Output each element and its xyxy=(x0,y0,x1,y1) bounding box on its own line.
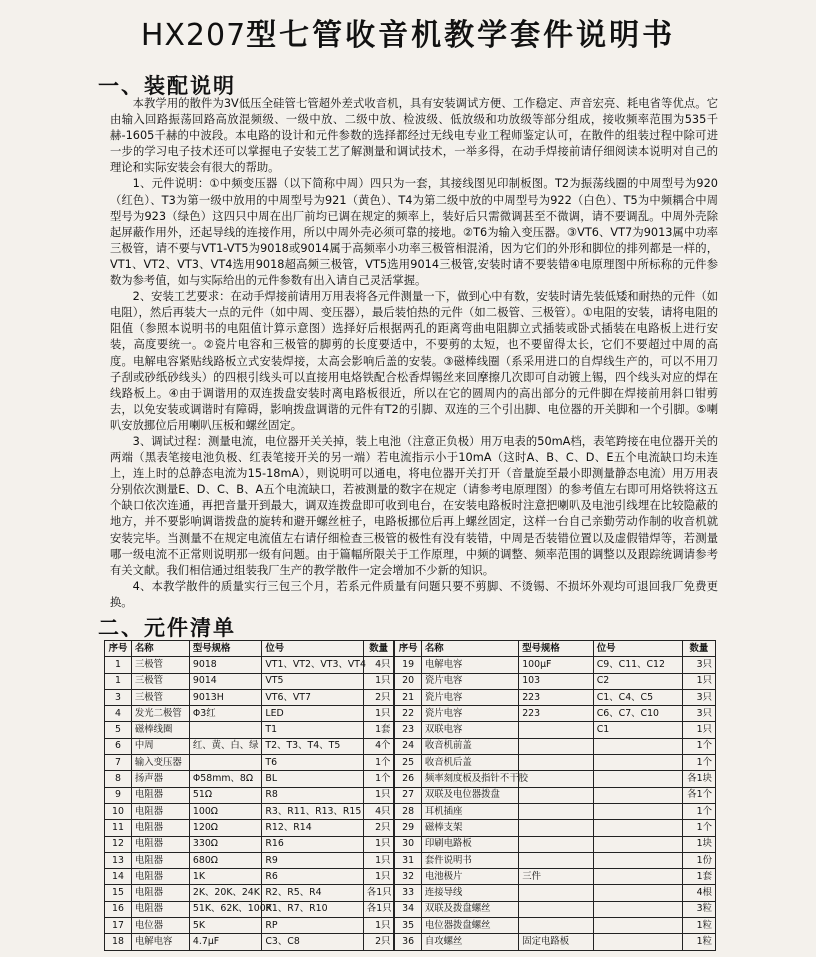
table-cell: 51K、62K、100K xyxy=(189,901,261,917)
table-cell: 51Ω xyxy=(189,787,261,803)
table-cell xyxy=(593,803,682,819)
table-cell: 4只 xyxy=(363,657,394,673)
table-cell xyxy=(519,918,594,934)
table-cell: 中周 xyxy=(131,738,189,754)
table-cell: R6 xyxy=(262,869,363,885)
header-cell: 位号 xyxy=(593,641,682,657)
table-cell: 各1块 xyxy=(682,771,715,787)
table-cell: 17 xyxy=(105,918,132,934)
table-cell: 电阻器 xyxy=(131,885,189,901)
table-cell: 收音机后盖 xyxy=(421,755,518,771)
header-cell: 名称 xyxy=(131,641,189,657)
table-cell: LED xyxy=(262,706,363,722)
table-cell: R16 xyxy=(262,836,363,852)
table-cell: 电阻器 xyxy=(131,787,189,803)
paragraph-warranty: 4、本教学散件的质量实行三包三个月，若系元件质量有问题只要不剪脚、不烫锡、不损坏外观均可退回我厂免费更换。 xyxy=(110,579,718,609)
table-cell: 红、黄、白、绿 xyxy=(189,738,261,754)
table-row xyxy=(105,885,716,901)
table-cell xyxy=(593,820,682,836)
table-cell: 收音机前盖 xyxy=(421,738,518,754)
table-cell: 1只 xyxy=(363,787,394,803)
table-cell xyxy=(519,771,594,787)
header-cell: 型号规格 xyxy=(189,641,261,657)
table-cell: 4个 xyxy=(363,738,394,754)
table-cell: 1只 xyxy=(682,722,715,738)
table-cell: 1个 xyxy=(682,738,715,754)
table-cell: 4只 xyxy=(363,803,394,819)
table-row xyxy=(105,706,716,722)
table-cell xyxy=(593,738,682,754)
table-row xyxy=(105,852,716,868)
table-row xyxy=(105,918,716,934)
table-cell: 21 xyxy=(394,689,421,705)
table-cell: 电解电容 xyxy=(421,657,518,673)
table-cell: 3只 xyxy=(682,657,715,673)
table-cell: 10 xyxy=(105,803,132,819)
table-cell: 8 xyxy=(105,771,132,787)
table-cell: 各1个 xyxy=(682,787,715,803)
table-cell: 5K xyxy=(189,918,261,934)
table-cell: 6 xyxy=(105,738,132,754)
table-cell: 电阻器 xyxy=(131,901,189,917)
table-cell: 三极管 xyxy=(131,673,189,689)
table-cell: 12 xyxy=(105,836,132,852)
header-cell: 位号 xyxy=(262,641,363,657)
table-cell: 2K、20K、24K xyxy=(189,885,261,901)
table-cell: 4根 xyxy=(682,885,715,901)
header-cell: 型号规格 xyxy=(519,641,594,657)
table-cell xyxy=(519,787,594,803)
table-cell: 1只 xyxy=(363,869,394,885)
table-cell: 22 xyxy=(394,706,421,722)
table-cell: 双联及电位器拨盘 xyxy=(421,787,518,803)
table-cell: 100Ω xyxy=(189,803,261,819)
table-cell: 3只 xyxy=(682,689,715,705)
table-cell: 电阻器 xyxy=(131,836,189,852)
table-cell: 电池极片 xyxy=(421,869,518,885)
document-title xyxy=(0,10,816,54)
table-cell: 1只 xyxy=(363,918,394,934)
header-cell: 数量 xyxy=(682,641,715,657)
table-cell: 2只 xyxy=(363,689,394,705)
table-cell: 1只 xyxy=(363,836,394,852)
table-cell: C6、C7、C10 xyxy=(593,706,682,722)
table-cell: 1只 xyxy=(363,852,394,868)
table-cell: 磁棒线圈 xyxy=(131,722,189,738)
table-cell: RP xyxy=(262,918,363,934)
table-cell: 1块 xyxy=(682,836,715,852)
table-cell: 1K xyxy=(189,869,261,885)
table-cell: 3 xyxy=(105,689,132,705)
table-cell: 电阻器 xyxy=(131,803,189,819)
table-row xyxy=(105,803,716,819)
table-cell: T1 xyxy=(262,722,363,738)
paragraph-installation: 2、安装工艺要求：在动手焊接前请用万用表将各元件测量一下，做到心中有数，安装时请先装低矮和耐热的元件（如电阻），然后再装大一点的元件（如中周、变压器），最后装怕热的元件（如二极管、三极管）。①电阻的安装，请将电阻的阻值（参照本说明书的电阻值计算示意图）选择好后根据两孔的距离弯曲电阻脚立式插装或卧式插装在电路板上进行安装，高度要统一。②瓷片电容和三极管的脚剪的长度要适中，不要剪的太短，也不要留得太长，它们不要超过中周的高度。电解电容紧贴线路板立式安装焊接，太高会影响后盖的安装。③磁棒线圈（系采用进口的自焊线生产的，可以不用刀子刮或砂纸砂线头）的四根引线头可以直接用电烙铁配合松香焊锡丝来回摩擦几次即可自动镀上锡，四个线头对应的焊在线路板上。④由于调谐用的双连拨盘安装时离电路板很近，所以在它的圆周内的高出部分的元件脚在焊接前用斜口钳剪去，以免安装或调谐时有障碍，影响拨盘调谐的元件有T2的引脚、双连的三个引出脚、电位器的开关脚和一个引脚。⑤喇叭安放挪位后用喇叭压板和螺丝固定。 xyxy=(110,290,718,432)
section-heading-assembly: 一、装配说明 xyxy=(98,74,236,98)
table-cell: 11 xyxy=(105,820,132,836)
table-row xyxy=(105,771,716,787)
table-row xyxy=(105,820,716,836)
table-cell: VT5 xyxy=(262,673,363,689)
table-cell: 1 xyxy=(105,673,132,689)
table-cell: 1套 xyxy=(363,722,394,738)
table-cell: 15 xyxy=(105,885,132,901)
table-cell xyxy=(593,918,682,934)
table-cell: 电阻器 xyxy=(131,820,189,836)
table-cell: 3只 xyxy=(682,706,715,722)
table-cell xyxy=(519,820,594,836)
table-cell xyxy=(519,722,594,738)
section-heading-parts: 二、元件清单 xyxy=(98,616,236,640)
table-cell xyxy=(519,885,594,901)
table-cell: 13 xyxy=(105,852,132,868)
table-row xyxy=(105,738,716,754)
table-cell xyxy=(189,722,261,738)
table-cell: 330Ω xyxy=(189,836,261,852)
table-cell: 1个 xyxy=(682,820,715,836)
table-cell: 9013H xyxy=(189,689,261,705)
header-cell: 名称 xyxy=(421,641,518,657)
table-cell xyxy=(519,836,594,852)
table-cell: 100μF xyxy=(519,657,594,673)
table-cell: 瓷片电容 xyxy=(421,689,518,705)
table-cell xyxy=(189,755,261,771)
table-cell: 27 xyxy=(394,787,421,803)
table-cell: C9、C11、C12 xyxy=(593,657,682,673)
table-cell: 18 xyxy=(105,934,132,950)
table-cell xyxy=(593,771,682,787)
table-cell: 14 xyxy=(105,869,132,885)
table-cell: 2只 xyxy=(363,820,394,836)
table-cell: 电阻器 xyxy=(131,852,189,868)
table-cell: 三极管 xyxy=(131,657,189,673)
table-cell: 各1只 xyxy=(363,901,394,917)
table-cell: 瓷片电容 xyxy=(421,673,518,689)
title-model: HX207 xyxy=(140,18,247,53)
table-cell: 电位器拨盘螺丝 xyxy=(421,918,518,934)
table-cell: 1个 xyxy=(682,755,715,771)
table-cell: 120Ω xyxy=(189,820,261,836)
table-cell: VT6、VT7 xyxy=(262,689,363,705)
table-cell: 频率刻度板及指针不干胶 xyxy=(421,771,518,787)
table-cell: 3粒 xyxy=(682,901,715,917)
table-row xyxy=(105,934,716,950)
table-cell: 扬声器 xyxy=(131,771,189,787)
table-cell: 19 xyxy=(394,657,421,673)
table-cell: 34 xyxy=(394,901,421,917)
table-cell: 31 xyxy=(394,852,421,868)
table-cell: 28 xyxy=(394,803,421,819)
header-cell: 序号 xyxy=(105,641,132,657)
table-cell: 1粒 xyxy=(682,918,715,934)
table-cell: 套件说明书 xyxy=(421,852,518,868)
table-cell xyxy=(593,869,682,885)
parts-table xyxy=(104,640,716,951)
table-cell: 耳机插座 xyxy=(421,803,518,819)
table-row xyxy=(105,722,716,738)
table-cell: 7 xyxy=(105,755,132,771)
table-cell: 1只 xyxy=(363,673,394,689)
table-cell xyxy=(593,787,682,803)
table-cell: 1只 xyxy=(682,673,715,689)
table-cell: 223 xyxy=(519,689,594,705)
table-cell: 磁棒支架 xyxy=(421,820,518,836)
table-row xyxy=(105,657,716,673)
table-row xyxy=(105,901,716,917)
table-cell: C2 xyxy=(593,673,682,689)
table-cell: C1 xyxy=(593,722,682,738)
table-cell: 1份 xyxy=(682,852,715,868)
table-cell: 三件 xyxy=(519,869,594,885)
table-cell: 双联及拨盘螺丝 xyxy=(421,901,518,917)
table-cell: 32 xyxy=(394,869,421,885)
paragraph-intro: 本教学用的散件为3V低压全硅管七管超外差式收音机，具有安装调试方便、工作稳定、声音宏亮、耗电省等优点。它由输入回路振荡回路高放混频级、一级中放、二级中放、检波级、低放级和功放级等部分组成，接收频率范围为535千赫-1605千赫的中波段。本电路的设计和元件参数的选择都经过无线电专业工程师鉴定认可，在散件的组装过程中除可进一步的学习电子技术还可以掌握电子安装工艺了解测量和调试技术，一举多得，在动手焊接前请仔细阅读本说明对自己的理论和实际安装会有很大的帮助。 xyxy=(110,97,718,175)
table-cell: R12、R14 xyxy=(262,820,363,836)
table-cell: 24 xyxy=(394,738,421,754)
table-cell: 各1只 xyxy=(363,885,394,901)
table-cell: 印刷电路板 xyxy=(421,836,518,852)
table-cell: 电解电容 xyxy=(131,934,189,950)
header-cell: 数量 xyxy=(363,641,394,657)
table-cell: 三极管 xyxy=(131,689,189,705)
table-row xyxy=(105,689,716,705)
title-text: 型七管收音机教学套件说明书 xyxy=(246,18,676,53)
table-cell: 发光二极管 xyxy=(131,706,189,722)
table-cell: 电阻器 xyxy=(131,869,189,885)
table-cell: 连接导线 xyxy=(421,885,518,901)
table-cell xyxy=(593,901,682,917)
table-cell: 20 xyxy=(394,673,421,689)
table-cell: T2、T3、T4、T5 xyxy=(262,738,363,754)
table-cell: 自攻螺丝 xyxy=(421,934,518,950)
table-cell: 30 xyxy=(394,836,421,852)
table-cell: 1套 xyxy=(682,869,715,885)
table-cell: 33 xyxy=(394,885,421,901)
table-cell: 35 xyxy=(394,918,421,934)
table-cell: 4.7μF xyxy=(189,934,261,950)
table-cell: 9014 xyxy=(189,673,261,689)
table-cell: R3、R11、R13、R15 xyxy=(262,803,363,819)
table-cell: 9018 xyxy=(189,657,261,673)
paragraph-components: 1、元件说明：①中频变压器（以下简称中周）四只为一套，其接线图见印制板图。T2为振荡线圈的中周型号为920（红色）、T3为第一级中放用的中周型号为921（黄色）、T4为第二级中放的中周型号为922（白色）、T5为中频耦合中周型号为923（绿色）这四只中周在出厂前均已调在规定的频率上，装好后只需微调甚至不微调，请不要调乱。中周外壳除起屏蔽作用外，还起导线的连接作用，所以中周外壳必须可靠的接地。②T6为输入变压器。③VT6、VT7为9013属中功率三极管，请不要与VT1-VT5为9018或9014属于高频率小功率三极管相混淆，因为它们的外形和脚位的排列都是一样的，VT1、VT2、VT3、VT4选用9018超高频三极管，VT5选用9014三极管,安装时请不要装错④电原理图中所标称的元件参数为参考值，如与实际给出的元件参数有出入请自己灵活掌握。 xyxy=(110,177,718,288)
table-cell xyxy=(593,755,682,771)
table-cell: 25 xyxy=(394,755,421,771)
table-row xyxy=(105,836,716,852)
table-header-row xyxy=(105,641,716,657)
table-cell xyxy=(593,852,682,868)
table-cell: 23 xyxy=(394,722,421,738)
table-cell: 4 xyxy=(105,706,132,722)
table-cell: 电位器 xyxy=(131,918,189,934)
table-cell: 16 xyxy=(105,901,132,917)
table-cell: C1、C4、C5 xyxy=(593,689,682,705)
table-cell: 5 xyxy=(105,722,132,738)
table-cell: 瓷片电容 xyxy=(421,706,518,722)
table-cell: 2只 xyxy=(363,934,394,950)
table-cell: 1个 xyxy=(363,755,394,771)
table-cell: 223 xyxy=(519,706,594,722)
table-cell xyxy=(593,836,682,852)
table-row xyxy=(105,869,716,885)
table-cell: 9 xyxy=(105,787,132,803)
assembly-instructions xyxy=(110,96,718,611)
table-cell: 29 xyxy=(394,820,421,836)
table-cell: 1个 xyxy=(682,803,715,819)
table-cell: 双联电容 xyxy=(421,722,518,738)
table-cell xyxy=(593,885,682,901)
table-cell xyxy=(519,803,594,819)
table-cell: R2、R5、R4 xyxy=(262,885,363,901)
table-cell xyxy=(519,901,594,917)
table-cell: R9 xyxy=(262,852,363,868)
table-cell: VT1、VT2、VT3、VT4 xyxy=(262,657,363,673)
table-cell: R8 xyxy=(262,787,363,803)
table-cell: Φ58mm、8Ω xyxy=(189,771,261,787)
table-cell: 36 xyxy=(394,934,421,950)
table-cell: 1 xyxy=(105,657,132,673)
table-cell: T6 xyxy=(262,755,363,771)
table-cell xyxy=(519,852,594,868)
table-cell: Φ3红 xyxy=(189,706,261,722)
table-cell: 26 xyxy=(394,771,421,787)
table-cell: 1粒 xyxy=(682,934,715,950)
table-cell: BL xyxy=(262,771,363,787)
table-cell: C3、C8 xyxy=(262,934,363,950)
header-cell: 序号 xyxy=(394,641,421,657)
table-row xyxy=(105,787,716,803)
table-cell: 1个 xyxy=(363,771,394,787)
table-cell: 680Ω xyxy=(189,852,261,868)
table-cell: R1、R7、R10 xyxy=(262,901,363,917)
table-cell xyxy=(593,934,682,950)
table-cell: 103 xyxy=(519,673,594,689)
table-cell xyxy=(519,755,594,771)
table-row xyxy=(105,755,716,771)
paragraph-debugging: 3、调试过程：测量电流，电位器开关关掉，装上电池（注意正负极）用万电表的50mA档，表笔跨接在电位器开关的两端（黑表笔接电池负极、红表笔接开关的另一端）若电流指示小于10mA（这时A、B、C、D、E五个电流缺口均未连上，连上时的总静态电流为15-18mA），则说明可以通电，将电位器开关打开（音量旋至最小即测量静态电流）用万用表分别依次测量E、D、C、B、A五个电流缺口，若被测量的数字在规定（请参考电原理图）的参考值左右即可用烙铁将这五个缺口依次连通，再把音量开到最大，调双连拨盘即可收到电台，在安装电路板时注意把喇叭及电池引线埋在比较隐蔽的地方，并不要影响调谐拨盘的旋转和避开螺丝桩子，电路板挪位后再上螺丝固定，这样一台自己亲勤劳动作制的收音机就安装完毕。当测量不在规定电流值左右请仔细检查三极管的极性有没有装错，中周是否装错位置以及虚假错焊等，若测量哪一级电流不正常则说明那一级有问题。由于篇幅所限关于工作原理，中频的调整、频率范围的调整以及跟踪统调请参考有关文献。我们相信通过组装我厂生产的教学散件一定会增加不少新的知识。 xyxy=(110,434,718,577)
table-cell: 1只 xyxy=(363,706,394,722)
table-cell: 固定电路板 xyxy=(519,934,594,950)
table-cell xyxy=(519,738,594,754)
table-cell: 输入变压器 xyxy=(131,755,189,771)
table-row xyxy=(105,673,716,689)
